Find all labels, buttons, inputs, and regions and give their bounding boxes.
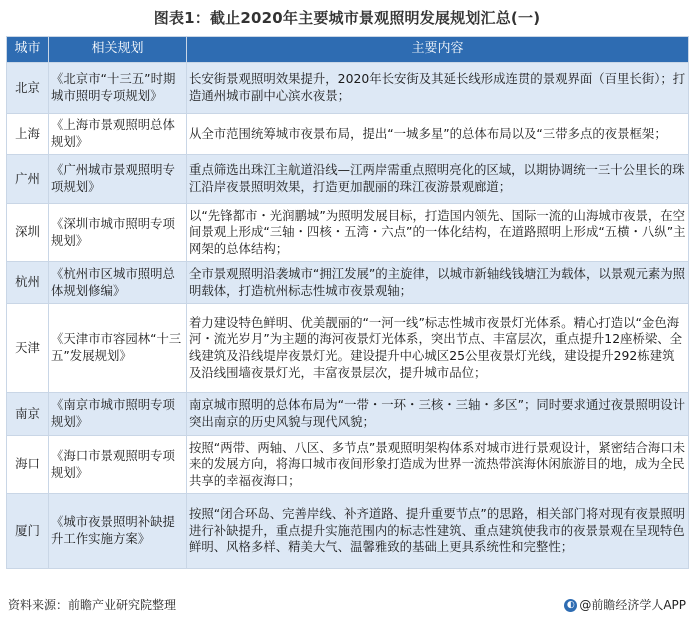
table-row xyxy=(7,114,689,155)
plan-cell: 《广州城市景观照明专项规划》 xyxy=(49,155,187,204)
table-row xyxy=(7,262,689,304)
table-row xyxy=(7,155,689,204)
city-cell: 上海 xyxy=(7,114,49,155)
content-cell: 按照“两带、两轴、八区、多节点”景观照明架构体系对城市进行景观设计，紧密结合海口未来的发展方向，将海口城市夜间形象打造成为世界一流热带滨海休闲旅游目的地，成为全民共享的幸福夜海口； xyxy=(187,436,689,494)
content-cell: 从全市范围统筹城市夜景布局，提出“一城多星”的总体布局以及“三带多点的夜景框架； xyxy=(187,114,689,155)
plan-cell: 《北京市“十三五”时期城市照明专项规划》 xyxy=(49,63,187,114)
header-plan: 相关规划 xyxy=(49,37,187,63)
table-row xyxy=(7,204,689,262)
plan-cell: 《深圳市城市照明专项规划》 xyxy=(49,204,187,262)
header-content: 主要内容 xyxy=(187,37,689,63)
city-cell: 天津 xyxy=(7,304,49,393)
city-cell: 厦门 xyxy=(7,494,49,569)
header-city: 城市 xyxy=(7,37,49,63)
brand-logo-icon: ◐ xyxy=(564,599,577,612)
table-row xyxy=(7,436,689,494)
content-cell: 重点筛选出珠江主航道沿线—江两岸需重点照明亮化的区域，以期协调统一三十公里长的珠江沿岸夜景照明效果，打造更加靓丽的珠江夜游景观廊道； xyxy=(187,155,689,204)
table-row xyxy=(7,304,689,393)
planning-table xyxy=(6,36,689,569)
brand-credit xyxy=(564,596,686,613)
source-note: 资料来源：前瞻产业研究院整理 xyxy=(8,598,177,612)
chart-title: 图表1：截止2020年主要城市景观照明发展规划汇总(一) xyxy=(153,9,541,27)
plan-cell: 《上海市景观照明总体规划》 xyxy=(49,114,187,155)
content-cell: 按照“闭合环岛、完善岸线、补齐道路、提升重要节点”的思路，相关部门将对现有夜景照明进行补缺提升，重点提升实施范围内的标志性建筑、重点建筑使我市的夜景景观在呈现特色鲜明、风格多样、精美大气、温馨雅致的基础上更具系统性和完整性； xyxy=(187,494,689,569)
table-row xyxy=(7,494,689,569)
plan-cell: 《海口市景观照明专项规划》 xyxy=(49,436,187,494)
city-cell: 南京 xyxy=(7,393,49,436)
table-row xyxy=(7,393,689,436)
city-cell: 杭州 xyxy=(7,262,49,304)
content-cell: 以“先锋都市・光润鹏城”为照明发展目标，打造国内领先、国际一流的山海城市夜景，在空间景观上形成“三轴・四核・五湾・六点”的一体化结构，在道路照明上形成“五横・八纵”主网架的总体结构； xyxy=(187,204,689,262)
table-header-row xyxy=(7,37,689,63)
city-cell: 海口 xyxy=(7,436,49,494)
content-cell: 长安街景观照明效果提升，2020年长安街及其延长线形成连贯的景观界面（百里长街）；打造通州城市副中心滨水夜景； xyxy=(187,63,689,114)
city-cell: 北京 xyxy=(7,63,49,114)
footer xyxy=(8,594,688,614)
plan-cell: 《天津市市容园林“十三五”发展规划》 xyxy=(49,304,187,393)
content-cell: 南京城市照明的总体布局为“一带・一环・三核・三轴・多区”；同时要求通过夜景照明设计突出南京的历史风貌与现代风貌； xyxy=(187,393,689,436)
brand-label: @前瞻经济学人APP xyxy=(579,598,686,612)
plan-cell: 《南京市城市照明专项规划》 xyxy=(49,393,187,436)
table-row xyxy=(7,63,689,114)
city-cell: 深圳 xyxy=(7,204,49,262)
plan-cell: 《城市夜景照明补缺提升工作实施方案》 xyxy=(49,494,187,569)
content-cell: 着力建设特色鲜明、优美靓丽的“一河一线”标志性城市夜景灯光体系。精心打造以“金色海河・流光岁月”为主题的海河夜景灯光体系，突出节点、丰富层次，重点提升12座桥梁、全线建筑及沿线堤岸夜景灯光。建设提升中心城区25公里夜景灯光线，建设提升292栋建筑及沿线围墙夜景灯光，丰富夜景层次，提升城市品位； xyxy=(187,304,689,393)
content-cell: 全市景观照明沿袭城市“拥江发展”的主旋律，以城市新轴线钱塘江为载体，以景观元素为照明载体，打造杭州标志性城市夜景观轴； xyxy=(187,262,689,304)
plan-cell: 《杭州市区城市照明总体规划修编》 xyxy=(49,262,187,304)
city-cell: 广州 xyxy=(7,155,49,204)
